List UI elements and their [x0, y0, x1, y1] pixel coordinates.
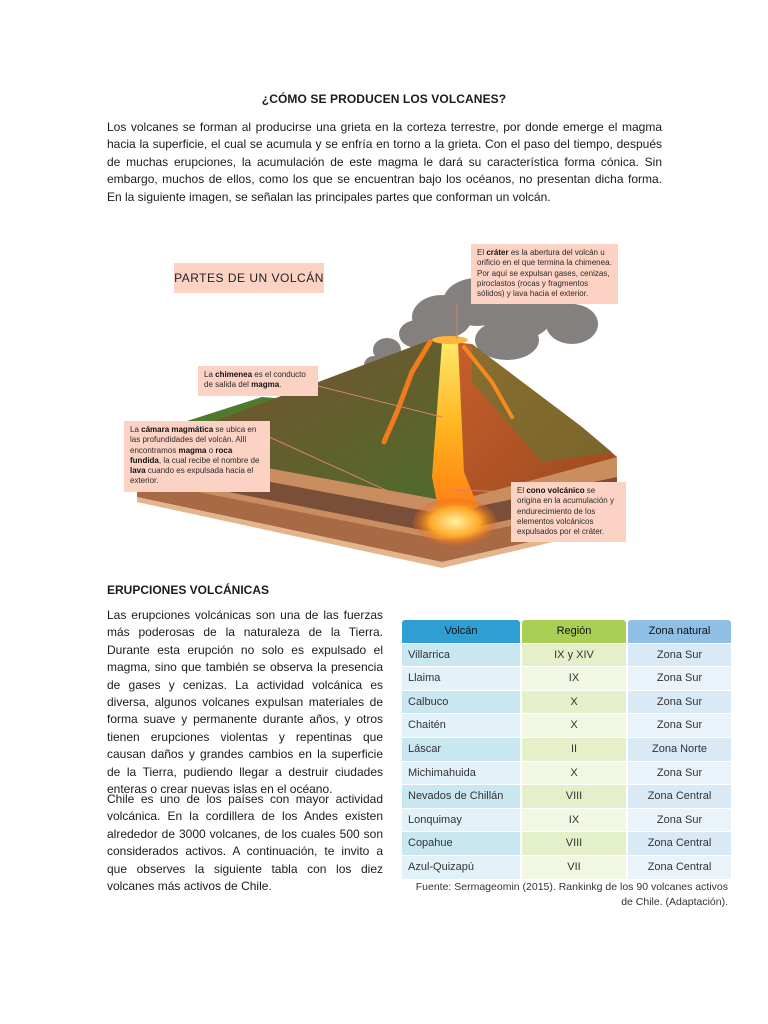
cell-region: VII [522, 856, 626, 879]
cell-region: VIII [522, 785, 626, 808]
header-region: Región [522, 620, 626, 643]
cell-zona: Zona Central [628, 856, 731, 879]
volcano-figure [112, 222, 648, 570]
header-zona: Zona natural [628, 620, 731, 643]
callout-chimenea: La chimenea es el conducto de salida del magma. [198, 366, 318, 396]
callout-cono: El cono volcánico se origina en la acumulación y endurecimiento de los elementos volcánicos expulsados por el cráter. [511, 482, 626, 542]
cell-region: II [522, 738, 626, 761]
cell-zona: Zona Sur [628, 809, 731, 832]
cell-volcan: Lonquimay [402, 809, 520, 832]
cell-volcan: Villarrica [402, 644, 520, 667]
cell-volcan: Azul-Quizapú [402, 856, 520, 879]
cell-volcan: Copahue [402, 832, 520, 855]
cell-region: IX [522, 667, 626, 690]
intro-paragraph: Los volcanes se forman al producirse una grieta en la corteza terrestre, por donde emerge el magma hacia la superficie, el cual se acumula y se enfría en torno a la grieta. Con el paso del tiempo, después de muchas erupciones, la acumulación de este magma le dará su característica forma cónica. Sin embargo, muchos de ellos, como los que se encuentran bajo los océanos, no presentan dicha forma. En la siguiente imagen, se señalan las principales partes que conforman un volcán. [107, 120, 662, 204]
cell-volcan: Nevados de Chillán [402, 785, 520, 808]
paragraph-1: Las erupciones volcánicas son una de las fuerzas más poderosas de la naturaleza de la Tierra. Durante esta erupción no solo es expulsado el magma, sino que también se observa la presencia de gases y cenizas. La actividad volcánica es diversa, algunos volcanes expulsan materiales de forma suave y permanente durante años, y otros tienen erupciones violentas y repentinas que causan daños y grandes cambios en la superficie de la Tierra, pudiendo llegar a destruir ciudades enteras o crear nuevas islas en el océano. [107, 608, 383, 797]
cell-volcan: Llaima [402, 667, 520, 690]
cell-zona: Zona Sur [628, 714, 731, 737]
cell-zona: Zona Sur [628, 667, 731, 690]
cell-volcan: Chaitén [402, 714, 520, 737]
section-heading: ERUPCIONES VOLCÁNICAS [107, 583, 270, 597]
table-source: Fuente: Sermageomin (2015). Rankinkg de los 90 volcanes activos de Chile. (Adaptación). [415, 881, 728, 908]
header-volcan: Volcán [402, 620, 520, 643]
cell-zona: Zona Central [628, 832, 731, 855]
cell-region: X [522, 691, 626, 714]
table-row [402, 691, 731, 715]
cell-volcan: Láscar [402, 738, 520, 761]
table-row [402, 832, 731, 856]
cell-zona: Zona Sur [628, 691, 731, 714]
cell-region: VIII [522, 832, 626, 855]
table-row [402, 809, 731, 833]
magma-chamber [413, 498, 497, 546]
table-row [402, 856, 731, 880]
cell-zona: Zona Sur [628, 644, 731, 667]
cell-region: X [522, 714, 626, 737]
callout-camara: La cámara magmática se ubica en las profundidades del volcán. Allí encontramos magma o roca fundida, la cual recibe el nombre de lava cuando es expulsada hacia el exterior. [124, 421, 270, 492]
cell-region: IX [522, 809, 626, 832]
cell-zona: Zona Sur [628, 762, 731, 785]
table-row [402, 785, 731, 809]
cell-zona: Zona Central [628, 785, 731, 808]
volcano-table [402, 620, 731, 880]
table-row [402, 667, 731, 691]
cell-zona: Zona Norte [628, 738, 731, 761]
cell-volcan: Michimahuida [402, 762, 520, 785]
table-header [402, 620, 731, 644]
figure-title: PARTES DE UN VOLCÁN [174, 263, 324, 293]
callout-crater: El cráter es la abertura del volcán u orificio en el que termina la chimenea. Por aquí se expulsan gases, cenizas, piroclastos (rocas y fragmentos sólidos) y lava hacia el exterior. [471, 244, 618, 304]
cell-volcan: Calbuco [402, 691, 520, 714]
table-row [402, 738, 731, 762]
page-title: ¿CÓMO SE PRODUCEN LOS VOLCANES? [261, 92, 507, 106]
cell-region: IX y XIV [522, 644, 626, 667]
paragraph-2: Chile es uno de los países con mayor actividad volcánica. En la cordillera de los Andes existen alrededor de 3000 volcanes, de los cuales 500 son considerados activos. A continuación, te invito a que observes la siguiente tabla con los diez volcanes más activos de Chile. [107, 792, 383, 894]
table-row [402, 762, 731, 786]
table-row [402, 714, 731, 738]
table-row [402, 644, 731, 668]
cell-region: X [522, 762, 626, 785]
